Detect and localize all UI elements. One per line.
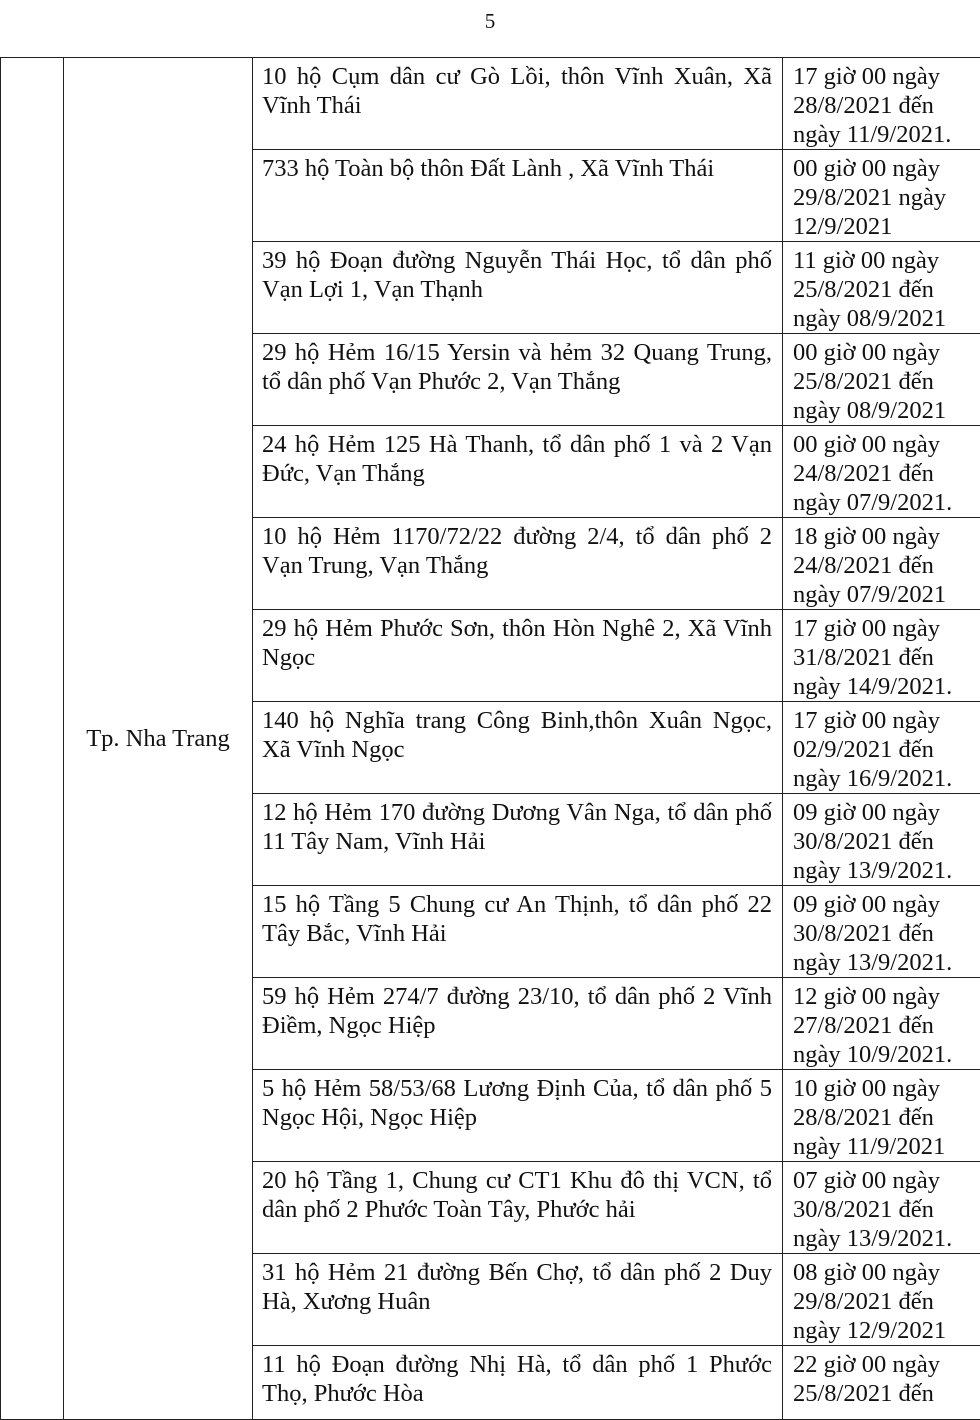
location-cell: 11 hộ Đoạn đường Nhị Hà, tổ dân phố 1 Phước Thọ, Phước Hòa	[253, 1346, 783, 1420]
time-cell	[783, 334, 980, 426]
time-cell	[783, 1070, 980, 1162]
time-line: 12/9/2021	[793, 212, 978, 241]
location-cell: 29 hộ Hẻm 16/15 Yersin và hẻm 32 Quang Trung, tổ dân phố Vạn Phước 2, Vạn Thắng	[253, 334, 783, 426]
time-line: ngày 07/9/2021	[793, 580, 978, 609]
time-line: 29/8/2021 ngày	[793, 183, 978, 212]
time-line: ngày 08/9/2021	[793, 396, 978, 425]
page-number: 5	[0, 8, 980, 34]
index-cell	[1, 58, 64, 1420]
time-line: 25/8/2021 đến	[793, 367, 978, 396]
time-line: ngày 07/9/2021.	[793, 488, 978, 517]
time-line: 27/8/2021 đến	[793, 1011, 978, 1040]
location-cell: 5 hộ Hẻm 58/53/68 Lương Định Của, tổ dân phố 5 Ngọc Hội, Ngọc Hiệp	[253, 1070, 783, 1162]
time-line: ngày 16/9/2021.	[793, 764, 978, 793]
time-cell	[783, 1346, 980, 1420]
location-cell: 24 hộ Hẻm 125 Hà Thanh, tổ dân phố 1 và 2 Vạn Đức, Vạn Thắng	[253, 426, 783, 518]
time-line: ngày 08/9/2021	[793, 304, 978, 333]
time-cell	[783, 1254, 980, 1346]
table-body	[1, 58, 980, 1420]
time-line: 25/8/2021 đến	[793, 1379, 978, 1408]
time-line: 30/8/2021 đến	[793, 1195, 978, 1224]
time-line: 17 giờ 00 ngày	[793, 614, 978, 643]
quarantine-area-table	[0, 57, 980, 1420]
location-cell: 59 hộ Hẻm 274/7 đường 23/10, tổ dân phố 2 Vĩnh Điềm, Ngọc Hiệp	[253, 978, 783, 1070]
location-cell: 31 hộ Hẻm 21 đường Bến Chợ, tổ dân phố 2 Duy Hà, Xương Huân	[253, 1254, 783, 1346]
location-cell: 20 hộ Tầng 1, Chung cư CT1 Khu đô thị VCN, tổ dân phố 2 Phước Toàn Tây, Phước hải	[253, 1162, 783, 1254]
time-line: 12 giờ 00 ngày	[793, 982, 978, 1011]
time-line: 31/8/2021 đến	[793, 643, 978, 672]
time-line: ngày 13/9/2021.	[793, 1224, 978, 1253]
time-line: 07 giờ 00 ngày	[793, 1166, 978, 1195]
time-line: 24/8/2021 đến	[793, 459, 978, 488]
time-line: 11 giờ 00 ngày	[793, 246, 978, 275]
time-line: 09 giờ 00 ngày	[793, 798, 978, 827]
time-line: 00 giờ 00 ngày	[793, 154, 978, 183]
time-line: 25/8/2021 đến	[793, 275, 978, 304]
time-line: ngày 10/9/2021.	[793, 1040, 978, 1069]
time-line: 30/8/2021 đến	[793, 827, 978, 856]
time-line: ngày 14/9/2021.	[793, 672, 978, 701]
time-line: 00 giờ 00 ngày	[793, 338, 978, 367]
time-line: 08 giờ 00 ngày	[793, 1258, 978, 1287]
time-line: 22 giờ 00 ngày	[793, 1350, 978, 1379]
location-cell: 39 hộ Đoạn đường Nguyễn Thái Học, tổ dân phố Vạn Lợi 1, Vạn Thạnh	[253, 242, 783, 334]
time-line: 24/8/2021 đến	[793, 551, 978, 580]
time-line: 30/8/2021 đến	[793, 919, 978, 948]
time-line: 09 giờ 00 ngày	[793, 890, 978, 919]
location-cell: 733 hộ Toàn bộ thôn Đất Lành , Xã Vĩnh Thái	[253, 150, 783, 242]
location-cell: 10 hộ Cụm dân cư Gò Lồi, thôn Vĩnh Xuân, Xã Vĩnh Thái	[253, 58, 783, 150]
time-line: 18 giờ 00 ngày	[793, 522, 978, 551]
location-cell: 140 hộ Nghĩa trang Công Binh,thôn Xuân Ngọc, Xã Vĩnh Ngọc	[253, 702, 783, 794]
time-line: ngày 13/9/2021.	[793, 948, 978, 977]
time-cell	[783, 1162, 980, 1254]
time-line: 02/9/2021 đến	[793, 735, 978, 764]
time-cell	[783, 58, 980, 150]
location-cell: 15 hộ Tầng 5 Chung cư An Thịnh, tổ dân phố 22 Tây Bắc, Vĩnh Hải	[253, 886, 783, 978]
time-line: 17 giờ 00 ngày	[793, 62, 978, 91]
time-cell	[783, 518, 980, 610]
time-cell	[783, 610, 980, 702]
time-line: ngày 11/9/2021	[793, 1132, 978, 1161]
time-cell	[783, 242, 980, 334]
unit-name: Tp. Nha Trang	[86, 725, 230, 752]
time-line: 28/8/2021 đến	[793, 1103, 978, 1132]
unit-name-cell	[64, 58, 253, 1420]
time-cell	[783, 426, 980, 518]
time-cell	[783, 702, 980, 794]
time-line: 00 giờ 00 ngày	[793, 430, 978, 459]
location-cell: 12 hộ Hẻm 170 đường Dương Vân Nga, tổ dân phố 11 Tây Nam, Vĩnh Hải	[253, 794, 783, 886]
location-cell: 29 hộ Hẻm Phước Sơn, thôn Hòn Nghê 2, Xã Vĩnh Ngọc	[253, 610, 783, 702]
time-line: 17 giờ 00 ngày	[793, 706, 978, 735]
time-cell	[783, 794, 980, 886]
time-line: 29/8/2021 đến	[793, 1287, 978, 1316]
time-line: 10 giờ 00 ngày	[793, 1074, 978, 1103]
time-line: 28/8/2021 đến	[793, 91, 978, 120]
time-line: ngày 12/9/2021	[793, 1316, 978, 1345]
location-cell: 10 hộ Hẻm 1170/72/22 đường 2/4, tổ dân phố 2 Vạn Trung, Vạn Thắng	[253, 518, 783, 610]
time-cell	[783, 978, 980, 1070]
time-line: ngày 11/9/2021.	[793, 120, 978, 149]
time-cell	[783, 150, 980, 242]
time-cell	[783, 886, 980, 978]
time-line: ngày 13/9/2021.	[793, 856, 978, 885]
table-row	[1, 58, 980, 150]
